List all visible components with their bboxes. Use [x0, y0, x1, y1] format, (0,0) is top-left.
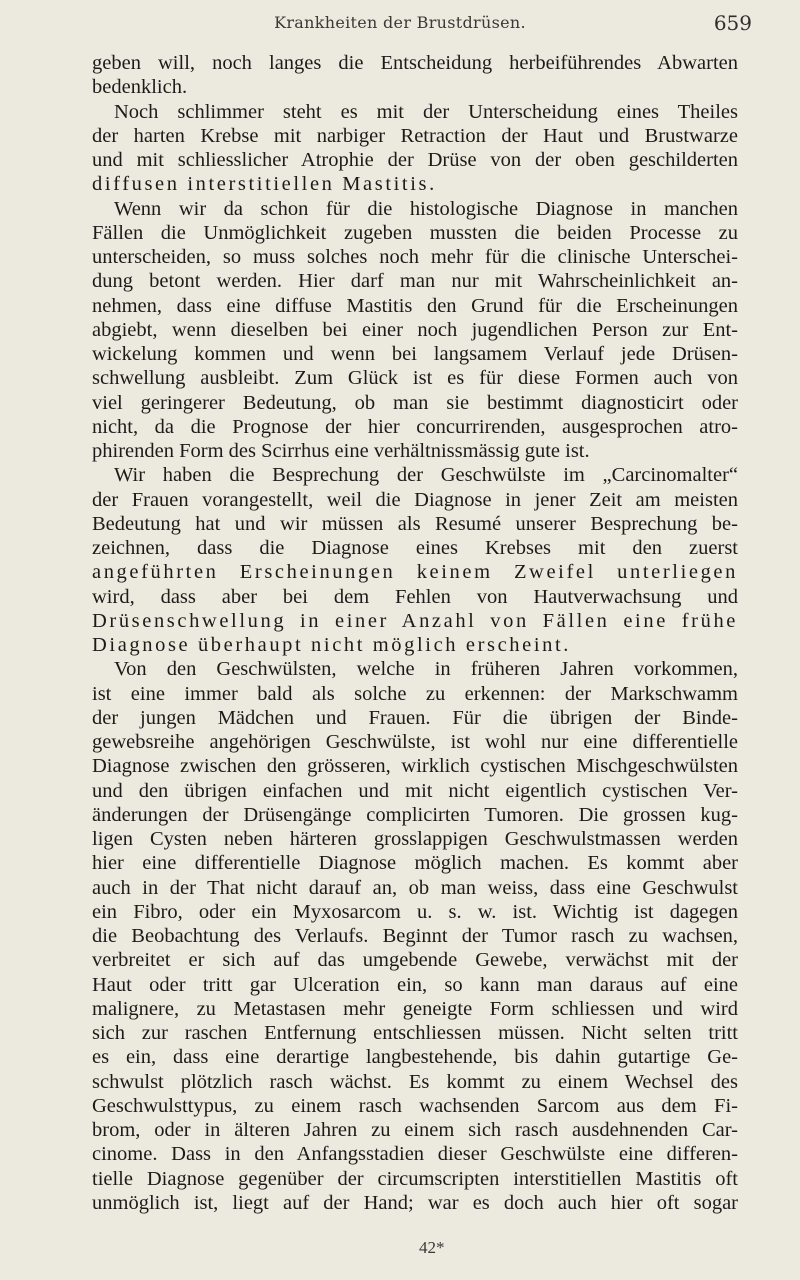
- running-title: Krankheiten der Brustdrüsen.: [274, 13, 526, 32]
- body-text: [92, 51, 738, 1215]
- text-line: wird, dass aber bei dem Fehlen von Hautverwachsung und: [92, 585, 738, 608]
- text-line: sich zur raschen Entfernung entschliessen müssen. Nicht selten tritt: [92, 1022, 738, 1044]
- text-line: Fällen die Unmöglichkeit zugeben mussten die beiden Processe zu: [92, 221, 738, 244]
- text-line: schwulst plötzlich rasch wächst. Es kommt zu einem Wechsel des: [92, 1070, 738, 1093]
- text-line: Drüsenschwellung in einer Anzahl von Fällen eine frühe: [92, 609, 738, 632]
- text-line: unmöglich ist, liegt auf der Hand; war es doch auch hier oft sogar: [92, 1191, 738, 1214]
- text-line: Von den Geschwülsten, welche in früheren Jahren vorkommen,: [114, 658, 738, 681]
- text-line: cinome. Dass in den Anfangsstadien dieser Geschwülste eine differen-: [92, 1143, 738, 1166]
- text-line: Diagnose zwischen den grösseren, wirklich cystischen Mischgeschwülsten: [92, 755, 738, 778]
- text-line: ligen Cysten neben härteren grosslappigen Geschwulstmassen werden: [92, 828, 738, 850]
- text-line: ist eine immer bald als solche zu erkennen: der Markschwamm: [92, 682, 738, 705]
- text-line: änderungen der Drüsengänge complicirten Tumoren. Die grossen kug-: [92, 803, 738, 826]
- text-line: Wenn wir da schon für die histologische Diagnose in manchen: [114, 197, 738, 220]
- text-line: angeführten Erscheinungen keinem Zweifel unterliegen: [92, 561, 738, 584]
- text-line: Diagnose überhaupt nicht möglich erscheint.: [92, 634, 571, 656]
- text-line: dung betont werden. Hier darf man nur mit Wahrscheinlichkeit an-: [92, 270, 738, 293]
- text-line: Bedeutung hat und wir müssen als Resumé unserer Besprechung be-: [92, 512, 738, 535]
- text-line: der harten Krebse mit narbiger Retraction der Haut und Brustwarze: [92, 124, 738, 147]
- text-line: malignere, zu Metastasen mehr geneigte Form schliessen und wird: [92, 997, 738, 1020]
- text-line: hier eine differentielle Diagnose möglich machen. Es kommt aber: [92, 852, 738, 875]
- text-line: brom, oder in älteren Jahren zu einem sich rasch ausdehnenden Car-: [92, 1119, 738, 1141]
- text-line: auch in der That nicht darauf an, ob man weiss, dass eine Geschwulst: [92, 876, 738, 899]
- text-line: es ein, dass eine derartige langbestehende, bis dahin gutartige Ge-: [92, 1046, 738, 1069]
- text-line: phirenden Form des Scirrhus eine verhältnissmässig gute ist.: [92, 440, 590, 462]
- running-head: [0, 0, 800, 52]
- text-line: zeichnen, dass die Diagnose eines Krebses mit den zuerst: [92, 537, 738, 559]
- text-line: schwellung ausbleibt. Zum Glück ist es für diese Formen auch von: [92, 367, 738, 390]
- text-line: Noch schlimmer steht es mit der Unterscheidung eines Theiles: [114, 100, 738, 123]
- text-line: gewebsreihe angehörigen Geschwülste, ist wohl nur eine differentielle: [92, 731, 738, 753]
- text-line: der jungen Mädchen und Frauen. Für die übrigen der Binde-: [92, 706, 738, 729]
- text-line: der Frauen vorangestellt, weil die Diagnose in jener Zeit am meisten: [92, 488, 738, 511]
- text-line: wickelung kommen und wenn bei langsamem Verlauf jede Drüsen-: [92, 343, 738, 365]
- text-line: nehmen, dass eine diffuse Mastitis den Grund für die Erscheinungen: [92, 294, 738, 317]
- text-line: geben will, noch langes die Entscheidung herbeiführendes Abwarten: [92, 52, 738, 74]
- text-line: ein Fibro, oder ein Myxosarcom u. s. w. ist. Wichtig ist dagegen: [92, 900, 738, 923]
- text-line: Geschwulsttypus, zu einem rasch wachsenden Sarcom aus dem Fi-: [92, 1094, 738, 1117]
- text-line: und mit schliesslicher Atrophie der Drüse von der oben geschilderten: [92, 149, 738, 171]
- text-line: und den übrigen einfachen und mit nicht eigentlich cystischen Ver-: [92, 779, 738, 802]
- text-line: bedenklich.: [92, 76, 188, 99]
- text-line: tielle Diagnose gegenüber der circumscripten interstitiellen Mastitis oft: [92, 1167, 738, 1190]
- text-line: abgiebt, wenn dieselben bei einer noch jugendlichen Person zur Ent-: [92, 318, 738, 341]
- text-line: die Beobachtung des Verlaufs. Beginnt der Tumor rasch zu wachsen,: [92, 925, 738, 947]
- text-line: viel geringerer Bedeutung, ob man sie bestimmt diagnosticirt oder: [92, 391, 738, 414]
- text-line: unterscheiden, so muss solches noch mehr für die clinische Unterschei-: [92, 246, 738, 268]
- text-line: verbreitet er sich auf das umgebende Gewebe, verwächst mit der: [92, 949, 738, 972]
- text-line: diffusen interstitiellen Mastitis.: [92, 173, 437, 196]
- text-line: Wir haben die Besprechung der Geschwülste im „Carcinomalter“: [114, 464, 738, 487]
- text-line: nicht, da die Prognose der hier concurrirenden, ausgesprochen atro-: [92, 415, 738, 438]
- signature-mark: 42*: [419, 1238, 445, 1257]
- page-number: 659: [713, 11, 752, 35]
- text-line: Haut oder tritt gar Ulceration ein, so kann man daraus auf eine: [92, 973, 738, 996]
